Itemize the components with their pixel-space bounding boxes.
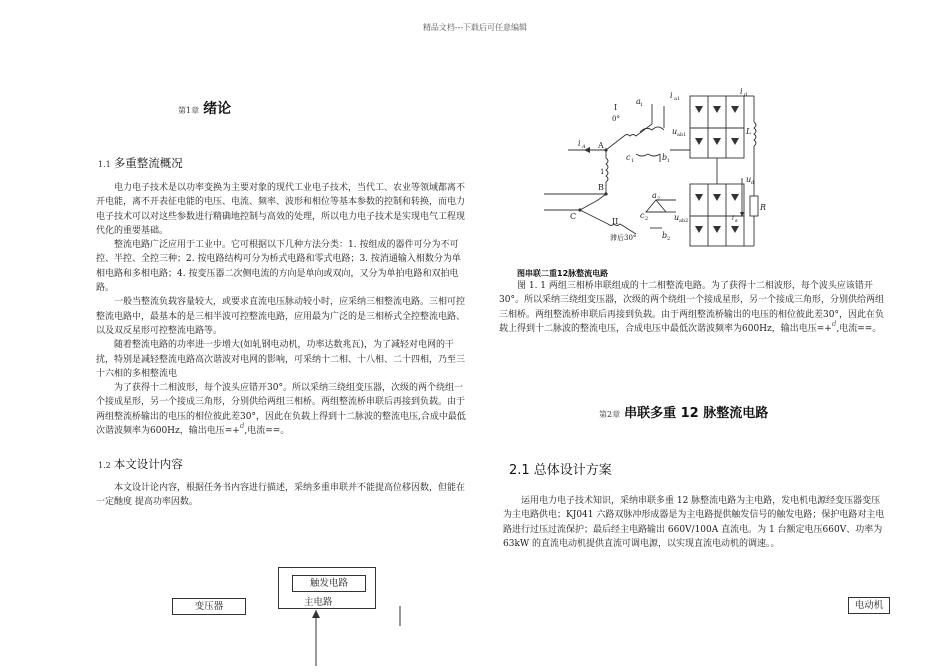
figure-caption: 图串联二重12脉整流电路: [517, 269, 609, 278]
label: ab1: [677, 132, 687, 138]
paragraph: 运用电力电子技术知识，采纳串联多重 12 脉整流电路为主电路，发电机电源经变压器变压为主电路供电；KJ041 六路双脉冲形成器是为主电路提供触发信号的触发电路；保护电路对主电路进行过压过流保护；最后经主电路输出 660V/100A 直流电。为 1 台额定电压660V、功率为 63kW 的直流电动机提供直流可调电源，以实现直流电动机的调速。。: [503, 496, 885, 549]
label: a: [652, 191, 657, 200]
label: i: [578, 139, 581, 148]
label: 0°: [612, 115, 620, 123]
label: L: [746, 127, 752, 136]
label: 2: [667, 236, 671, 242]
figure-description: [499, 279, 884, 336]
label: i: [670, 91, 673, 100]
label: d: [751, 180, 755, 186]
chapter1-label: 第1章: [178, 106, 200, 115]
section2-1-body: [503, 494, 885, 551]
section1-2-heading: [98, 453, 183, 472]
paragraph: 整流电路广泛应用于工业中。它可根据以下几种方法分类：1. 按组成的器件可分为不可控、半控、全控三种；2. 按电路结构可分为桥式电路和零式电路；3. 按消通输入相数分为单相电路和多相电路；4. 按变压器二次侧电流的方向是单向或双向，又分为单拍电路和双拍电路。: [96, 240, 461, 294]
chapter2-heading: [599, 402, 768, 421]
chapter1-title: 绪论: [203, 101, 232, 117]
label: I: [614, 103, 618, 112]
main-circuit-label: 主电路: [304, 597, 333, 608]
section1-2-title: 本文设计内容: [113, 457, 183, 471]
paragraph: [96, 381, 468, 438]
transformer-box: 变压器: [172, 598, 246, 615]
paragraph-text: 图 1. 1 两组三相桥串联组成的十二相整流电路。为了获得十二相波形，每个波头应该错开30°。所以采纳三绕组变压器，次级的两个绕组一个接成星形，另一个接成三角形，分别供给两组三相桥。两组整流桥串联后再接到负载。由于两组整流桥输出的电压的相位彼此差30°，因此在负载上得到十二脉波的整流电压，合成电压中最低次谐波频率为600Hz，输出电压=+: [499, 281, 884, 334]
u-subscript: d: [239, 422, 245, 431]
label: d: [735, 218, 738, 223]
section1-2-num: 1.2: [98, 461, 111, 470]
section1-1-body: [96, 181, 468, 438]
label: i: [732, 215, 734, 222]
label: II: [612, 217, 619, 226]
paragraph: 一般当整流负载容量较大，或要求直流电压脉动较小时，应采纳三相整流电路。三相可控整流电路中，最基本的是三相半波可控整流电路，应用最为广泛的是三相桥式全控整流电路、以及双反星形可控整流电路等。: [96, 297, 466, 336]
label: 滞后30°: [610, 234, 637, 242]
section1-1-heading: [98, 152, 183, 171]
header-note: 精品文档---下载后可任意编辑: [422, 23, 528, 32]
label: u: [674, 213, 680, 222]
paragraph-text: 为了获得十二相波形，每个波头应错开30°。所以采纳三绕组变压器，次级的两个绕组一个接成星形，另一个接成三角形，分别供给两组三相桥。两组整流桥串联后再接到负载。由于两组整流桥输出的电压的相位彼此差30°，因此在负载上得到十二脉波的整流电压,合成中最低次谐波频率为600Hz，输出电压=+: [96, 383, 466, 437]
label: 2: [645, 216, 649, 222]
section2-1-title: 2.1 总体设计方案: [509, 463, 612, 478]
block-diagram-connectors: [300, 606, 410, 666]
label: ab2: [679, 218, 689, 224]
paragraph: 本文设计论内容，根据任务书内容进行描述，采纳多重串联并不能提高位移因数，但能在一定酏度 提高功率因数。: [96, 483, 466, 508]
section1-2-body: [96, 481, 468, 510]
label: i: [740, 88, 743, 96]
label: R: [760, 203, 767, 212]
chapter2-title: 串联多重 12 脉整流电路: [624, 406, 769, 421]
label: c: [640, 211, 645, 220]
chapter2-label: 第2章: [599, 410, 621, 419]
chapter1-heading: [178, 98, 231, 118]
label: b: [662, 153, 668, 162]
paragraph-tail: ,电流==。: [244, 426, 290, 437]
paragraph: 随着整流电路的功率进一步增大(如轧钢电动机，功率达数兆瓦)，为了减轻对电网的干扰，特别是减轻整流电路高次谐波对电网的影响，可采纳十二相、十八相、二十四相，乃至三十六相的多相整流电: [96, 340, 466, 379]
label: 1: [640, 102, 644, 108]
label: c: [626, 153, 631, 162]
label: A: [598, 141, 604, 150]
section1-1-num: 1.1: [98, 160, 111, 169]
label: 1: [667, 158, 671, 164]
motor-box: 电动机: [848, 597, 890, 614]
label: d: [744, 92, 748, 98]
section1-1-title: 多重整流概况: [113, 156, 183, 170]
label: u: [672, 127, 678, 136]
label: a1: [674, 96, 681, 102]
label: A: [582, 144, 586, 150]
paragraph: [499, 279, 884, 336]
trigger-circuit-box: 触发电路: [292, 575, 366, 592]
paragraph-tail: ,电流==。: [836, 323, 882, 334]
label: u: [746, 175, 752, 184]
twelve-pulse-circuit-figure: [540, 88, 772, 266]
label: a: [636, 97, 641, 106]
label: 1: [600, 168, 605, 176]
paragraph: 电力电子技术是以功率变换为主要对象的现代工业电子技术，当代工、农业等领域都离不开电能，离不开表征电能的电压、电流、频率、波形和相位等基本参数的控制和转换，而电力电子技术可以对这些参数进行精确地控制与高效的处理，所以电力电子技术是实现电气工程现代化的重要基础。: [96, 183, 466, 236]
label: 1: [631, 158, 635, 164]
label: b: [662, 231, 668, 240]
label: B: [598, 183, 604, 192]
label: C: [570, 212, 577, 221]
label: 2: [657, 196, 661, 202]
u-subscript: d: [831, 319, 837, 328]
